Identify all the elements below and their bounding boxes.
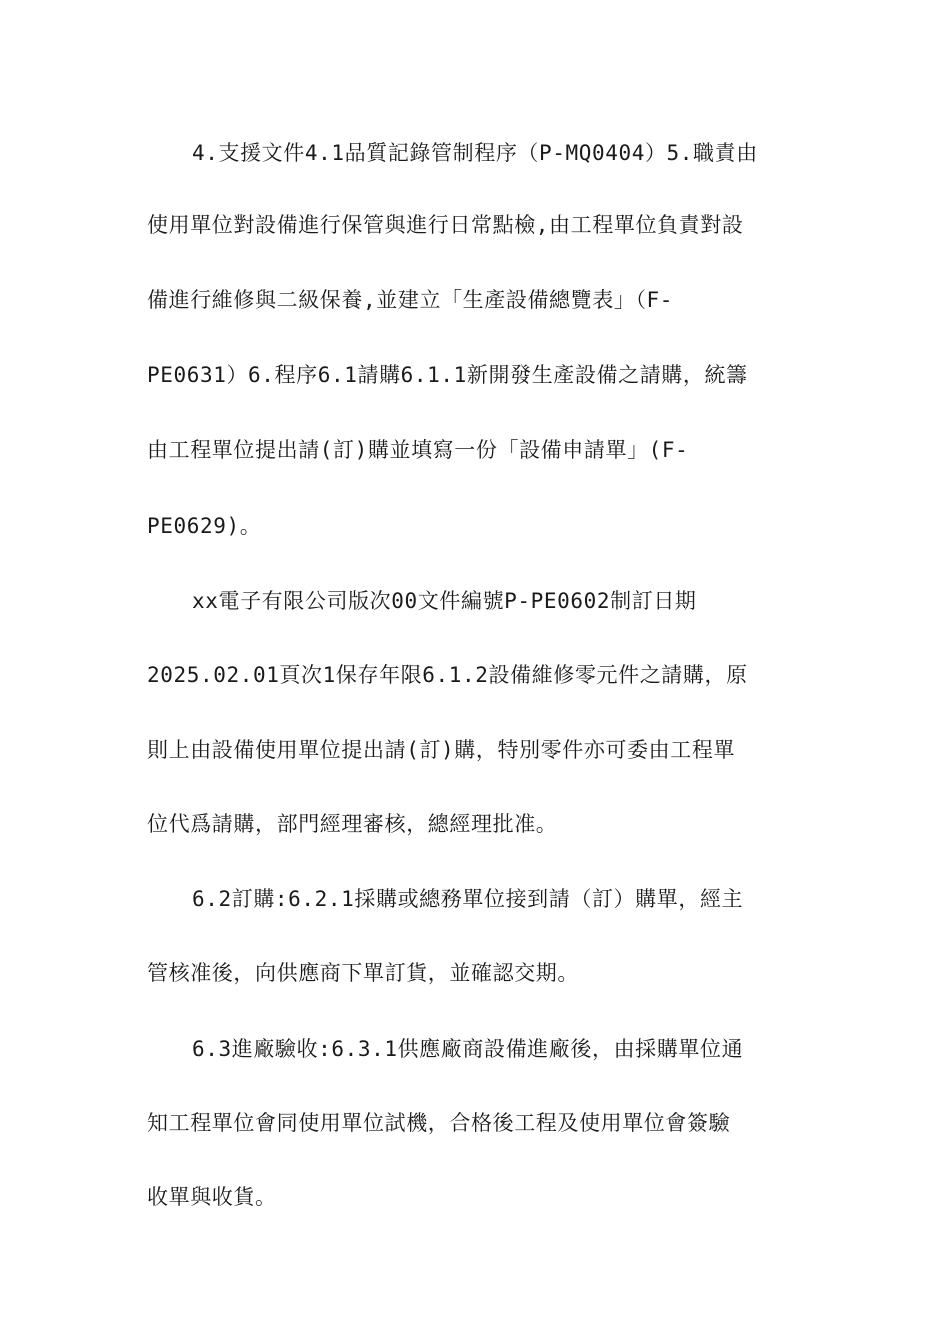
- paragraph-4-line-2: 知工程單位會同使用單位試機，合格後工程及使用單位會簽驗: [147, 1111, 731, 1135]
- paragraph-3-line-2: 管核准後，向供應商下單訂貨，並確認交期。: [147, 961, 579, 985]
- paragraph-2-line-4: 位代爲請購，部門經理審核，總經理批准。: [147, 812, 558, 836]
- paragraph-3-line-1: 6.2訂購:6.2.1採購或總務單位接到請（訂）購單，經主: [192, 887, 744, 911]
- paragraph-2-line-2: 2025.02.01頁次1保存年限6.1.2設備維修零元件之請購，原: [147, 663, 748, 687]
- paragraph-2-line-3: 則上由設備使用單位提出請(訂)購，特別零件亦可委由工程單: [147, 738, 736, 762]
- paragraph-1-line-1: 4.支援文件4.1品質記錄管制程序（P-MQ0404）5.職責由: [192, 141, 758, 165]
- paragraph-1-line-2: 使用單位對設備進行保管與進行日常點檢,由工程單位負責對設: [147, 213, 744, 237]
- paragraph-4-line-3: 收單與收貨。: [147, 1185, 277, 1209]
- paragraph-1-line-6: PE0629)。: [147, 514, 262, 538]
- paragraph-1-line-4: PE0631）6.程序6.1請購6.1.1新開發生產設備之請購，統籌: [147, 363, 748, 387]
- paragraph-2-line-1: xx電子有限公司版次00文件編號P-PE0602制訂日期: [192, 589, 697, 613]
- paragraph-4-line-1: 6.3進廠驗收:6.3.1供應廠商設備進廠後，由採購單位通: [192, 1037, 744, 1061]
- paragraph-1-line-5: 由工程單位提出請(訂)購並填寫一份「設備申請單」(F-: [147, 438, 689, 462]
- paragraph-1-line-3: 備進行維修與二級保養,並建立「生產設備總覽表」（F-: [147, 288, 674, 312]
